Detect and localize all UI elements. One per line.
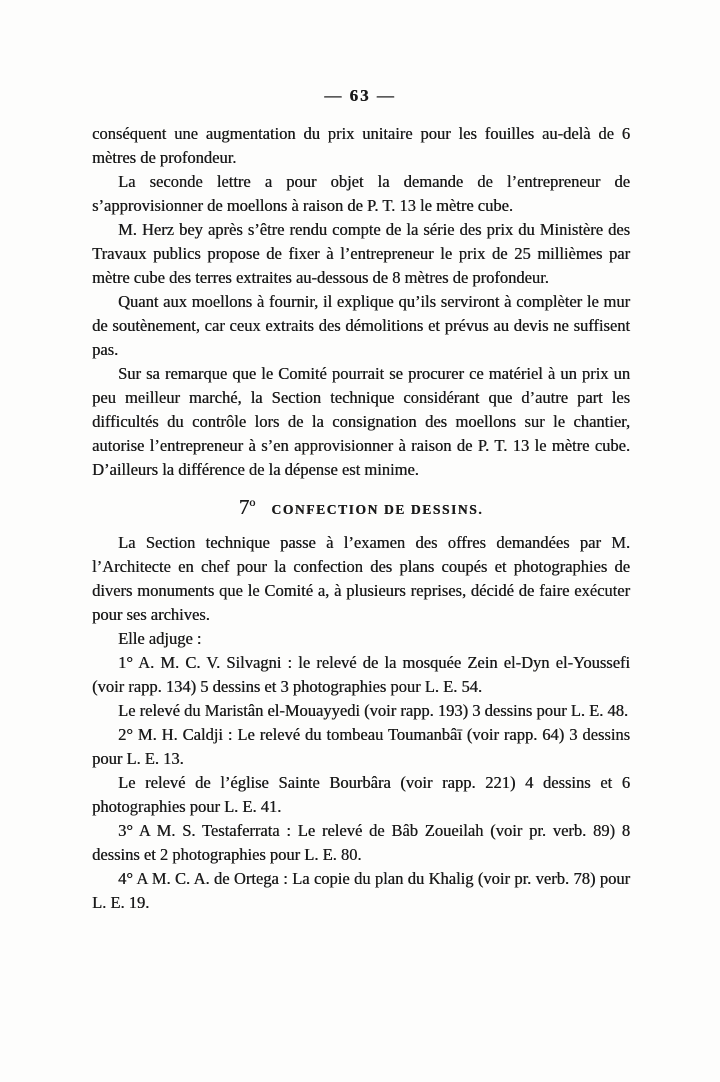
paragraph: Elle adjuge : (118, 629, 202, 648)
section-number (239, 495, 256, 519)
paragraph-adjudication-item: Le relevé de l’église Sainte Bourbâra (voir rapp. 221) 4 dessins et 6 photographies pour L. E. 41. (92, 773, 630, 816)
section-heading (92, 495, 630, 522)
section-ordinal-mark: o (249, 495, 256, 509)
paragraph-adjudication-item: 2° M. H. Caldji : Le relevé du tombeau Toumanbâī (voir rapp. 64) 3 dessins pour L. E. 13. (92, 725, 630, 768)
paragraph-adjudication-item: 4° A M. C. A. de Ortega : La copie du plan du Khalig (voir pr. verb. 78) pour L. E. 19. (92, 869, 630, 912)
paragraph: Quant aux moellons à fournir, il explique qu’ils serviront à complèter le mur de soutènement, car ceux extraits des démolitions et prévus au devis ne suffisent pas. (92, 292, 630, 359)
paragraph-adjudication-item: 3° A M. S. Testaferrata : Le relevé de Bâb Zoueilah (voir pr. verb. 89) 8 dessins et 2 photographies pour L. E. 80. (92, 821, 630, 864)
paragraph: Sur sa remarque que le Comité pourrait se procurer ce matériel à un prix un peu meilleur marché, la Section technique considérant que d’autre part les difficultés du contrôle lors de la consignation des moellons sur le chantier, autorise l’entrepreneur à s’en approvisionner à raison de P. T. 13 le mètre cube. D’ailleurs la différence de la dépense est minime. (92, 364, 630, 479)
paragraph: La Section technique passe à l’examen des offres demandées par M. l’Architecte en chef pour la confection des plans coupés et photographies de divers monuments que le Comité a, à plusieurs reprises, décidé de faire exécuter pour ses archives. (92, 533, 630, 624)
section-numeral: 7 (238, 495, 250, 519)
paragraph: La seconde lettre a pour objet la demande de l’entrepreneur de s’approvisionner de moellons à raison de P. T. 13 le mètre cube. (92, 172, 630, 215)
page-number: — 63 — (324, 86, 396, 105)
paragraph-adjudication-item: 1° A. M. C. V. Silvagni : le relevé de la mosquée Zein el-Dyn el-Youssefi (voir rapp. 134) 5 dessins et 3 photographies pour L. E. 54. (92, 653, 630, 696)
page-content (92, 122, 630, 915)
paragraph-adjudication-item: Le relevé du Maristân el-Mouayyedi (voir rapp. 193) 3 dessins pour L. E. 48. (118, 701, 628, 720)
section-title: CONFECTION DE DESSINS. (271, 502, 484, 517)
paragraph: M. Herz bey après s’être rendu compte de la série des prix du Ministère des Travaux publics propose de fixer à l’entrepreneur le prix de 25 millièmes par mètre cube des terres extraites au-dessous de 8 mètres de profondeur. (92, 220, 630, 287)
paragraph-continuation: conséquent une augmentation du prix unitaire pour les fouilles au-delà de 6 mètres de profondeur. (92, 124, 630, 167)
